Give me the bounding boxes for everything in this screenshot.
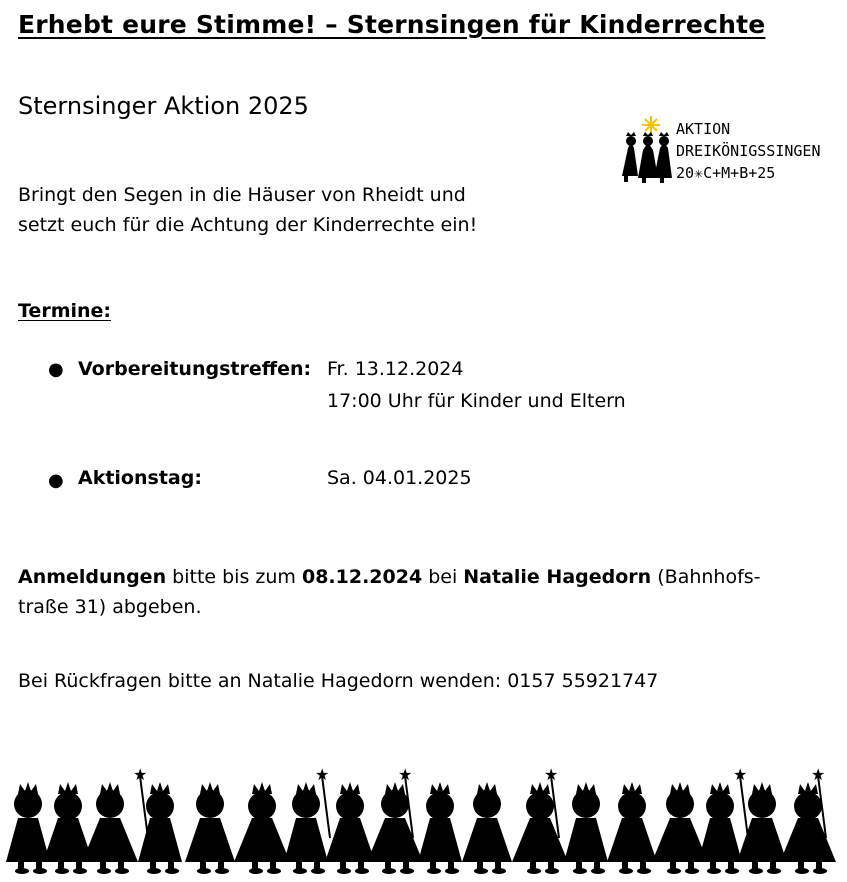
silhouette-figure-icon — [418, 782, 462, 874]
registration-paragraph — [18, 562, 761, 622]
yellow-star-icon — [642, 116, 660, 134]
campaign-subtitle: Sternsinger Aktion 2025 — [18, 92, 309, 120]
logo-line-aktion: AKTION — [676, 120, 731, 138]
svg-text:★: ★ — [544, 765, 559, 784]
logo-line-year: 20✳C+M+B+25 — [676, 164, 776, 182]
registration-text: bei — [422, 566, 464, 588]
silhouette-figure-icon — [138, 782, 182, 874]
intro-paragraph — [18, 180, 477, 240]
bullet-icon: ● — [48, 359, 64, 380]
silhouette-figure-icon — [82, 782, 138, 874]
sternsinger-silhouette-parade-icon — [0, 758, 847, 882]
svg-text:★: ★ — [733, 765, 748, 784]
termine-heading: Termine: — [18, 300, 112, 322]
event-date: Fr. 13.12.2024 — [327, 358, 464, 380]
intro-line: Bringt den Segen in die Häuser von Rheidt und — [18, 184, 466, 206]
silhouette-figure-icon — [462, 782, 512, 874]
svg-text:★: ★ — [133, 765, 148, 784]
svg-text:★: ★ — [315, 765, 330, 784]
star-staff-icon — [133, 765, 148, 838]
silhouette-figure-icon — [698, 782, 742, 874]
silhouette-figure-icon — [367, 782, 423, 874]
registration-text: bitte bis zum — [166, 566, 302, 588]
silhouette-figure-icon — [185, 782, 235, 874]
bullet-icon: ● — [48, 470, 64, 491]
star-staff-icon — [733, 765, 748, 838]
event-date: Sa. 04.01.2025 — [327, 467, 472, 489]
registration-keyword: Anmeldungen — [18, 566, 167, 588]
silhouette-figure-icon — [607, 782, 657, 874]
registration-text: (Bahnhofs- — [651, 566, 761, 588]
contact-line: Bei Rückfragen bitte an Natalie Hagedorn wenden: 0157 55921747 — [18, 670, 659, 692]
intro-line: setzt euch für die Achtung der Kinderrechte ein! — [18, 214, 478, 236]
silhouette-figure-icon — [284, 782, 328, 874]
silhouette-figure-icon — [737, 782, 787, 874]
kings-silhouette-icon — [622, 132, 672, 183]
silhouette-figure-icon — [325, 782, 375, 874]
registration-contact-name: Natalie Hagedorn — [463, 566, 652, 588]
page-title: Erhebt eure Stimme! – Sternsingen für Kinderrechte — [18, 10, 766, 39]
event-time: 17:00 Uhr für Kinder und Eltern — [327, 390, 626, 412]
silhouette-figure-icon — [564, 782, 608, 874]
registration-line-2: traße 31) abgeben. — [18, 596, 202, 618]
registration-line-1 — [18, 562, 761, 592]
silhouette-figure-icon — [6, 782, 50, 874]
silhouette-figure-icon — [234, 782, 290, 874]
silhouette-figure-icon — [780, 782, 836, 874]
logo-line-dreikoenigssingen: DREIKÖNIGSSINGEN — [676, 142, 821, 160]
event-label: Vorbereitungstreffen: — [78, 358, 312, 380]
silhouette-figure-icon — [512, 782, 568, 874]
svg-text:★: ★ — [811, 765, 826, 784]
registration-deadline: 08.12.2024 — [301, 566, 423, 588]
event-label: Aktionstag: — [78, 467, 202, 489]
logo-wordmark — [676, 118, 821, 184]
svg-text:★: ★ — [398, 765, 413, 784]
